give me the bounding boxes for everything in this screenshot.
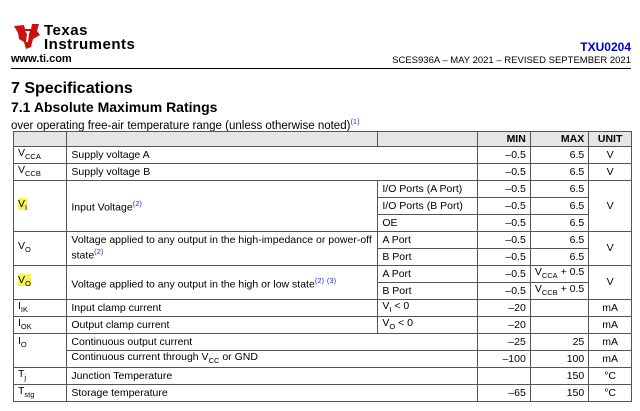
table-row [14,368,632,385]
table-row [14,266,632,283]
min-cell: –0.5 [477,249,530,266]
max-cell: 6.5 [530,164,588,181]
footnote-2-link[interactable]: (2) [132,199,142,209]
min-cell: –25 [477,334,530,351]
max-cell: $V_{CCB} + 0.5$ [530,283,588,300]
table-row [14,300,632,317]
symbol-cell: $T_j$ [14,368,67,385]
highlighted-symbol: $V_O$ [18,274,31,289]
min-cell: –20 [477,317,530,334]
condition-cell: B Port [378,249,477,266]
table-row [14,317,632,334]
unit-cell: mA [589,334,632,351]
footnote-2-link[interactable]: (2) [314,275,324,285]
ti-logo-icon [11,20,43,52]
table-row [14,181,632,198]
symbol-cell: $T_{stg}$ [14,385,67,402]
unit-cell: mA [589,317,632,334]
max-cell: 25 [530,334,588,351]
brand-instruments: Instruments [44,36,136,53]
max-cell: 6.5 [530,198,588,215]
unit-cell: °C [589,368,632,385]
symbol-cell [14,181,67,232]
min-cell: –0.5 [477,198,530,215]
min-cell: –0.5 [477,266,530,283]
subsection-title: 7.1 Absolute Maximum Ratings [11,99,218,115]
max-cell: 150 [530,368,588,385]
doc-revision: SCES936A – MAY 2021 – REVISED SEPTEMBER 2021 [392,55,631,66]
min-cell: –0.5 [477,164,530,181]
condition-cell: OE [378,215,477,232]
description-cell: Voltage applied to any output in the high or low state$^{(2)}$ $^{(3)}$ [67,266,378,300]
section-title: 7 Specifications [11,80,133,97]
description-cell: Storage temperature [67,385,477,402]
max-header: MAX [530,132,588,147]
unit-cell: V [589,147,632,164]
min-cell: –0.5 [477,181,530,198]
footnote-3-link[interactable]: (3) [326,275,337,285]
condition-cell: I/O Ports (A Port) [378,181,477,198]
max-cell: 6.5 [530,215,588,232]
description-cell: Continuous output current [67,334,477,351]
brand-texas: Texas [44,22,88,39]
min-cell: –0.5 [477,232,530,249]
min-cell: –0.5 [477,147,530,164]
min-cell: –65 [477,385,530,402]
description-cell: Junction Temperature [67,368,477,385]
condition-cell: A Port [378,266,477,283]
max-cell [530,317,588,334]
condition-cell: I/O Ports (B Port) [378,198,477,215]
symbol-cell [14,266,67,300]
condition-cell: $V_I < 0$ [378,300,477,317]
condition-text: over operating free-air temperature range (unless otherwise noted) [11,119,351,132]
max-cell [530,300,588,317]
unit-cell: mA [589,351,632,368]
max-cell: 6.5 [530,232,588,249]
max-cell: 150 [530,385,588,402]
table-row [14,147,632,164]
symbol-cell: $V_{CCB}$ [14,164,67,181]
abs-max-ratings-table [13,131,632,402]
table-row [14,232,632,249]
unit-cell: V [589,164,632,181]
unit-cell: V [589,181,632,232]
unit-cell: °C [589,385,632,402]
description-cell: Input clamp current [67,300,378,317]
condition-cell: $V_O < 0$ [378,317,477,334]
description-cell: Output clamp current [67,317,378,334]
min-cell: –100 [477,351,530,368]
symbol-cell: $V_O$ [14,232,67,266]
max-cell: 6.5 [530,147,588,164]
table-row [14,385,632,402]
description-cell: Supply voltage A [67,147,477,164]
table-row [14,334,632,351]
min-cell: –0.5 [477,215,530,232]
table-row [14,351,632,368]
unit-header: UNIT [589,132,632,147]
condition-cell: B Port [378,283,477,300]
max-cell: 6.5 [530,181,588,198]
min-cell: –20 [477,300,530,317]
table-row [14,164,632,181]
min-cell: –0.5 [477,283,530,300]
unit-cell: mA [589,300,632,317]
min-cell [477,368,530,385]
highlighted-symbol: $V_I$ [18,197,28,213]
description-cell: Continuous current through $V_{CC}$ or GND [67,351,477,368]
max-cell: 6.5 [530,249,588,266]
site-url[interactable]: www.ti.com [11,53,72,65]
description-cell: Supply voltage B [67,164,477,181]
part-number-link[interactable]: TXU0204 [580,40,631,54]
table-header-row [14,132,632,147]
symbol-cell: $V_{CCA}$ [14,147,67,164]
unit-cell: V [589,232,632,266]
description-cell: Voltage applied to any output in the high-impedance or power-off state$^{(2)}$ [67,232,378,266]
description-cell: Input Voltage$^{(2)}$ [67,181,378,232]
header-divider [11,68,631,69]
unit-cell: V [589,266,632,300]
footnote-2-link[interactable]: (2) [94,247,104,257]
table-condition [11,117,360,132]
symbol-cell: $I_{OK}$ [14,317,67,334]
max-cell: 100 [530,351,588,368]
max-cell: $V_{CCA} + 0.5$ [530,266,588,283]
symbol-cell: $I_O$ [14,334,67,368]
min-header: MIN [477,132,530,147]
footnote-1-link[interactable]: (1) [350,117,360,126]
symbol-cell: $I_{IK}$ [14,300,67,317]
condition-cell: A Port [378,232,477,249]
